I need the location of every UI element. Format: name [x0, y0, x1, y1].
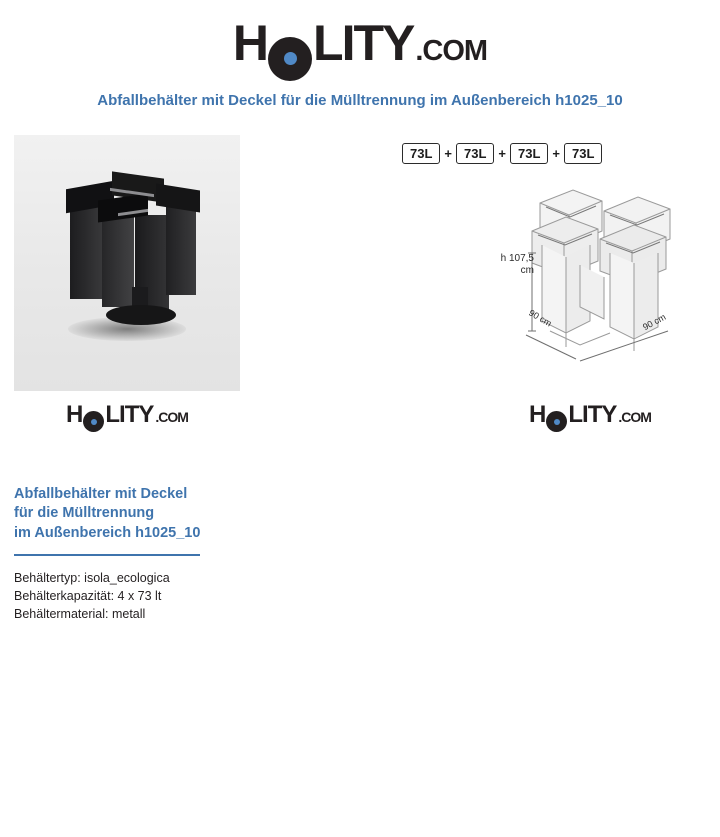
capacity-badge: 73L: [402, 143, 440, 164]
logo-letters-lity: LITY: [313, 15, 414, 71]
capacity-badge: 73L: [564, 143, 602, 164]
spec-material: Behältermaterial: metall: [14, 607, 146, 622]
page-title: Abfallbehälter mit Deckel für die Mülltrennung im Außenbereich h1025_10: [97, 91, 623, 109]
logo-suffix-com: .COM: [415, 35, 488, 67]
product-title-line-1: Abfallbehälter mit Deckel: [14, 486, 188, 502]
capacity-badge: 73L: [510, 143, 548, 164]
waste-bin-body: [102, 211, 134, 307]
plus-sign: +: [498, 145, 506, 161]
logo-letter-h: H: [66, 400, 83, 428]
spec-capacity: Behälterkapazität: 4 x 73 lt: [14, 588, 162, 603]
figures-area: [0, 135, 720, 465]
drawing-watermark-logo: [470, 400, 710, 430]
logo-o-dot-icon: [83, 411, 104, 432]
logo-letter-h: H: [529, 400, 546, 428]
photo-watermark-logo: [14, 400, 240, 430]
logo-letters-lity: LITY: [568, 400, 617, 428]
technical-drawing[interactable]: [380, 135, 710, 391]
plus-sign: +: [444, 145, 452, 161]
logo-o-dot-icon: [546, 411, 567, 432]
site-header: [0, 0, 720, 76]
product-title-line-3: im Außenbereich h1025_10: [14, 524, 201, 541]
logo-letter-h: H: [232, 15, 268, 71]
product-description: [14, 485, 434, 623]
plus-sign: +: [552, 145, 560, 161]
logo-suffix-com: .COM: [618, 408, 651, 425]
dimension-width-right-label: 90 cm: [641, 311, 668, 332]
logo-letters-lity: LITY: [105, 400, 154, 428]
waste-bin-base: [106, 305, 176, 325]
holity-logo[interactable]: [232, 15, 488, 76]
drawing-outline-svg: [380, 135, 710, 391]
title-divider: [14, 554, 200, 556]
product-photo[interactable]: [14, 135, 240, 391]
spec-type: Behältertyp: isola_ecologica: [14, 570, 170, 585]
logo-suffix-com: .COM: [155, 408, 188, 425]
product-title: [14, 485, 434, 543]
product-title-line-2: für die Mülltrennung: [14, 505, 155, 522]
waste-bin-lid: [156, 183, 200, 212]
dimension-height-label: h 107,5 cm: [500, 252, 534, 276]
product-photo-content: [14, 135, 240, 391]
capacity-badge: 73L: [456, 143, 494, 164]
dimension-width-left-label: 90 cm: [527, 307, 554, 328]
logo-o-dot-icon: [268, 37, 312, 81]
waste-bin-body: [166, 203, 196, 295]
